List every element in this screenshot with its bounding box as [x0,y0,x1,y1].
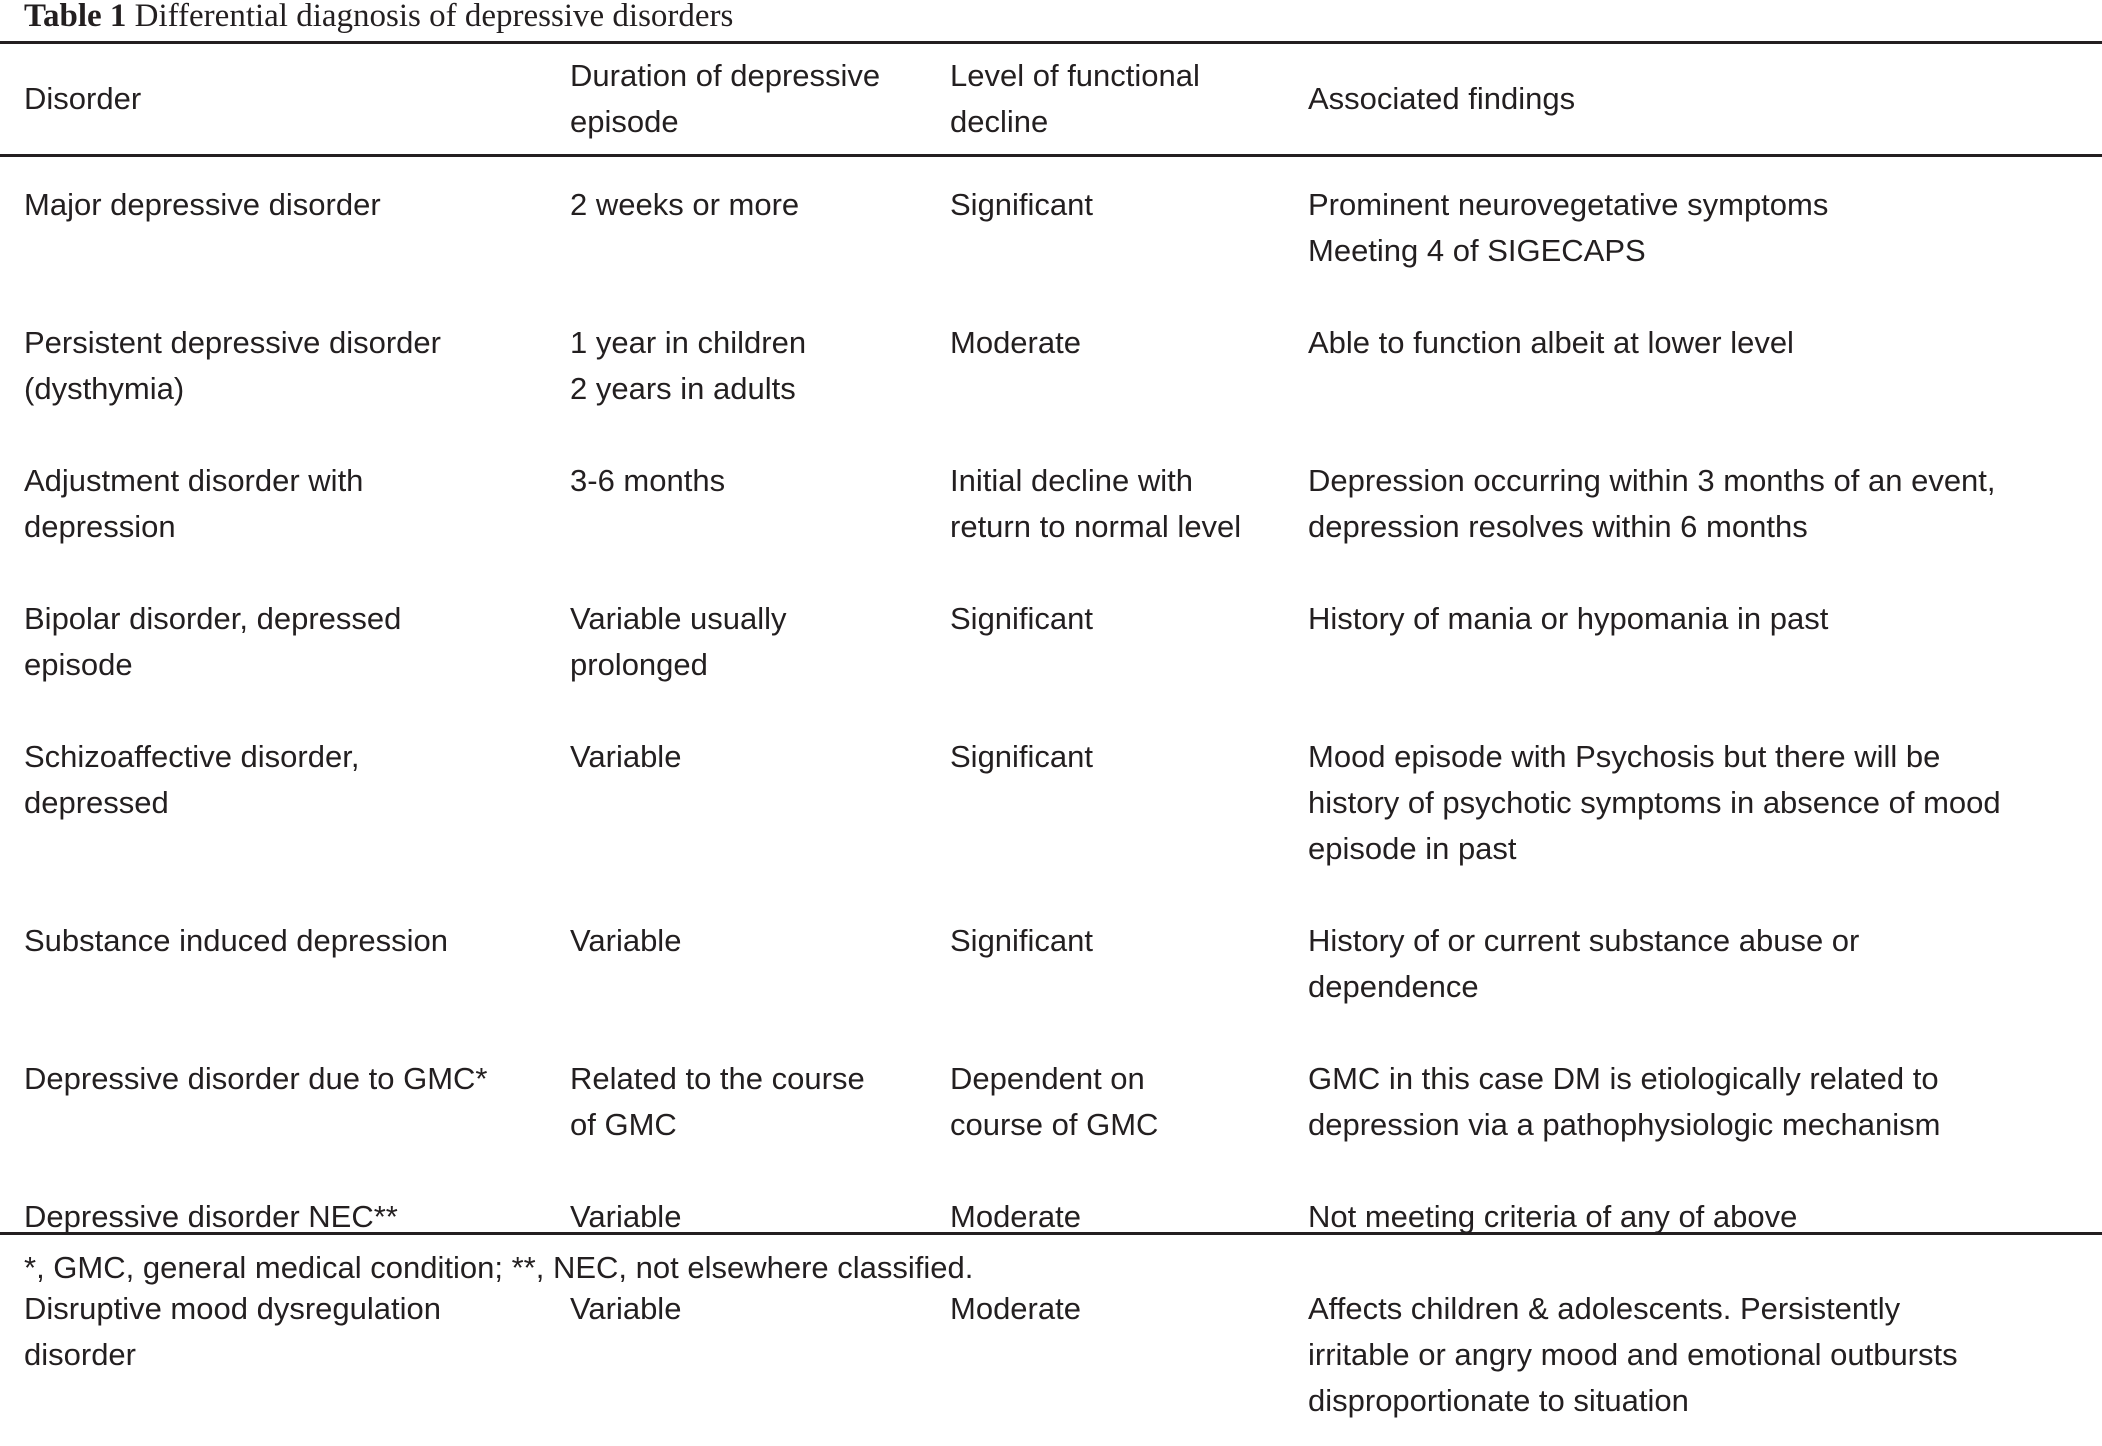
cell-disorder [0,1262,546,1446]
cell-findings [1284,154,2102,296]
cell-line: Major depressive disorder [24,187,381,222]
cell-line: Depressive disorder NEC** [24,1199,398,1234]
cell-findings [1284,572,2102,710]
header-row [0,44,2102,154]
cell-duration [546,296,926,434]
cell-findings [1284,1262,2102,1446]
cell-line: Significant [950,923,1094,958]
cell-line: Persistent depressive disorder [24,325,441,360]
header-line: Associated findings [1308,81,1576,116]
cell-line: (dysthymia) [24,371,185,406]
cell-line: Moderate [950,325,1081,360]
header-findings [1284,44,2102,154]
cell-duration [546,1032,926,1170]
cell-line: 2 weeks or more [570,187,800,222]
cell-line: Variable [570,923,682,958]
cell-line: Variable [570,1199,682,1234]
cell-decline [926,296,1284,434]
cell-disorder [0,572,546,710]
table-row [0,710,2102,894]
table-caption-label: Table 1 [24,0,127,34]
table-header [0,44,2102,154]
cell-line: history of psychotic symptoms in absence of mood [1308,785,2001,820]
cell-line: Significant [950,601,1094,636]
cell-duration [546,434,926,572]
cell-line: Dependent on [950,1061,1145,1096]
cell-line: course of GMC [950,1107,1159,1142]
cell-line: Bipolar disorder, depressed [24,601,402,636]
cell-line: Moderate [950,1291,1081,1326]
cell-disorder [0,434,546,572]
cell-decline [926,1032,1284,1170]
cell-line: episode [24,647,133,682]
cell-line: Affects children & adolescents. Persistently [1308,1291,1901,1326]
cell-line: Not meeting criteria of any of above [1308,1199,1798,1234]
cell-duration [546,894,926,1032]
cell-line: dependence [1308,969,1479,1004]
cell-line: disorder [24,1337,136,1372]
table-caption-title: Differential diagnosis of depressive disorders [134,0,734,34]
cell-disorder [0,154,546,296]
cell-disorder [0,710,546,894]
cell-duration [546,572,926,710]
cell-findings [1284,710,2102,894]
cell-findings [1284,296,2102,434]
table-row [0,434,2102,572]
cell-line: Depressive disorder due to GMC* [24,1061,488,1096]
table-row [0,154,2102,296]
header-disorder [0,44,546,154]
cell-line: 3-6 months [570,463,726,498]
cell-decline [926,154,1284,296]
table-row [0,296,2102,434]
cell-line: Able to function albeit at lower level [1308,325,1794,360]
cell-decline [926,894,1284,1032]
cell-line: Variable usually [570,601,787,636]
cell-line: Disruptive mood dysregulation [24,1291,441,1326]
cell-line: Variable [570,1291,682,1326]
cell-findings [1284,894,2102,1032]
cell-decline [926,1170,1284,1262]
cell-line: disproportionate to situation [1308,1383,1689,1418]
header-line: Duration of depressive [570,58,881,93]
cell-line: Prominent neurovegetative symptoms [1308,187,1829,222]
cell-line: Related to the course [570,1061,865,1096]
cell-decline [926,434,1284,572]
header-line: Level of functional [950,58,1200,93]
header-duration [546,44,926,154]
header-line: Disorder [24,81,142,116]
cell-line: prolonged [570,647,708,682]
cell-disorder [0,1032,546,1170]
header-decline [926,44,1284,154]
diagnosis-table [0,44,2102,1446]
table-footnote: *, GMC, general medical condition; **, NEC, not elsewhere classified. [24,1250,974,1285]
table-row [0,1262,2102,1446]
cell-line: Initial decline with [950,463,1193,498]
cell-line: return to normal level [950,509,1242,544]
cell-line: 1 year in children [570,325,807,360]
cell-line: GMC in this case DM is etiologically related to [1308,1061,1939,1096]
cell-line: Meeting 4 of SIGECAPS [1308,233,1646,268]
cell-line: Depression occurring within 3 months of an event, [1308,463,1996,498]
cell-decline [926,1262,1284,1446]
cell-line: depression resolves within 6 months [1308,509,1808,544]
table-row [0,1032,2102,1170]
table-caption [24,0,733,40]
cell-disorder [0,296,546,434]
cell-duration [546,710,926,894]
cell-duration [546,154,926,296]
cell-line: 2 years in adults [570,371,796,406]
cell-duration [546,1262,926,1446]
table-row [0,572,2102,710]
cell-line: Moderate [950,1199,1081,1234]
header-line: decline [950,104,1049,139]
cell-decline [926,710,1284,894]
cell-line: depressed [24,785,169,820]
cell-line: Schizoaffective disorder, [24,739,360,774]
cell-line: depression via a pathophysiologic mechanism [1308,1107,1941,1142]
cell-line: Mood episode with Psychosis but there will be [1308,739,1941,774]
cell-findings [1284,434,2102,572]
header-line: episode [570,104,679,139]
cell-line: History of or current substance abuse or [1308,923,1860,958]
cell-line: Substance induced depression [24,923,448,958]
cell-line: episode in past [1308,831,1517,866]
cell-line: Significant [950,187,1094,222]
cell-line: depression [24,509,176,544]
cell-findings [1284,1032,2102,1170]
cell-line: History of mania or hypomania in past [1308,601,1829,636]
cell-line: Significant [950,739,1094,774]
cell-line: of GMC [570,1107,677,1142]
cell-line: Variable [570,739,682,774]
cell-decline [926,572,1284,710]
cell-line: irritable or angry mood and emotional outbursts [1308,1337,1958,1372]
cell-disorder [0,894,546,1032]
cell-line: Adjustment disorder with [24,463,364,498]
table-row [0,894,2102,1032]
cell-findings [1284,1170,2102,1262]
